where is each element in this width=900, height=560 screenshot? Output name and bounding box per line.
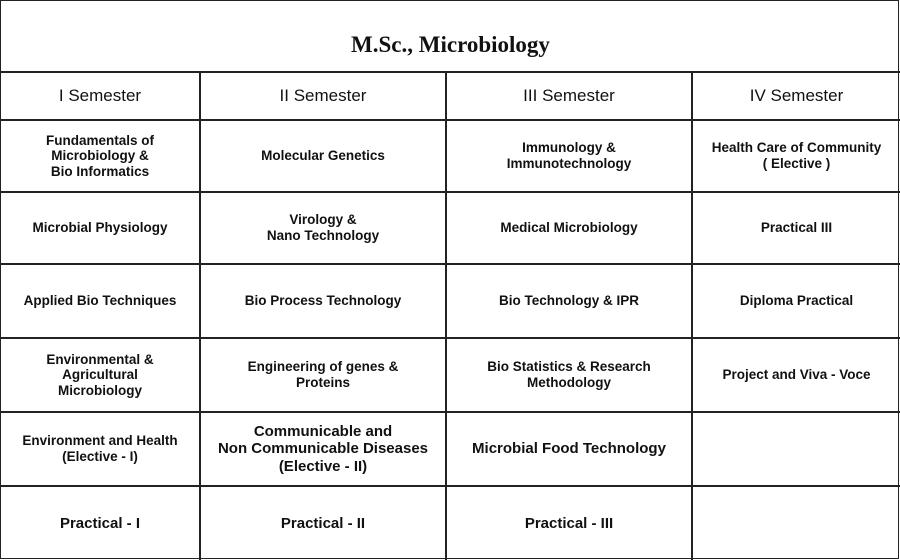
course-cell-r5-c3: Microbial Food Technology (447, 413, 693, 487)
course-cell-r1-c2: Molecular Genetics (201, 121, 447, 193)
course-cell-r3-c1: Applied Bio Techniques (1, 265, 201, 339)
course-cell-r3-c2: Bio Process Technology (201, 265, 447, 339)
course-cell-r4-c2: Engineering of genes & Proteins (201, 339, 447, 413)
semester-header-2: II Semester (201, 73, 447, 121)
course-cell-r3-c3: Bio Technology & IPR (447, 265, 693, 339)
course-cell-r4-c1: Environmental & Agricultural Microbiology (1, 339, 201, 413)
course-cell-r5-c1: Environment and Health (Elective - I) (1, 413, 201, 487)
course-cell-r5-c4 (693, 413, 900, 487)
course-cell-r4-c4: Project and Viva - Voce (693, 339, 900, 413)
course-cell-r2-c2: Virology & Nano Technology (201, 193, 447, 265)
course-cell-r2-c4: Practical III (693, 193, 900, 265)
course-cell-r1-c1: Fundamentals of Microbiology & Bio Informatics (1, 121, 201, 193)
course-cell-r6-c4 (693, 487, 900, 560)
course-cell-r4-c3: Bio Statistics & Research Methodology (447, 339, 693, 413)
course-cell-r1-c4: Health Care of Community ( Elective ) (693, 121, 900, 193)
course-cell-r6-c3: Practical - III (447, 487, 693, 560)
semester-header-3: III Semester (447, 73, 693, 121)
course-cell-r6-c1: Practical - I (1, 487, 201, 560)
semester-header-1: I Semester (1, 73, 201, 121)
course-cell-r2-c1: Microbial Physiology (1, 193, 201, 265)
semester-header-4: IV Semester (693, 73, 900, 121)
course-cell-r3-c4: Diploma Practical (693, 265, 900, 339)
table-title: M.Sc., Microbiology (1, 1, 900, 73)
course-cell-r5-c2: Communicable and Non Communicable Diseases (Elective - II) (201, 413, 447, 487)
course-cell-r2-c3: Medical Microbiology (447, 193, 693, 265)
course-cell-r1-c3: Immunology & Immunotechnology (447, 121, 693, 193)
course-cell-r6-c2: Practical - II (201, 487, 447, 560)
